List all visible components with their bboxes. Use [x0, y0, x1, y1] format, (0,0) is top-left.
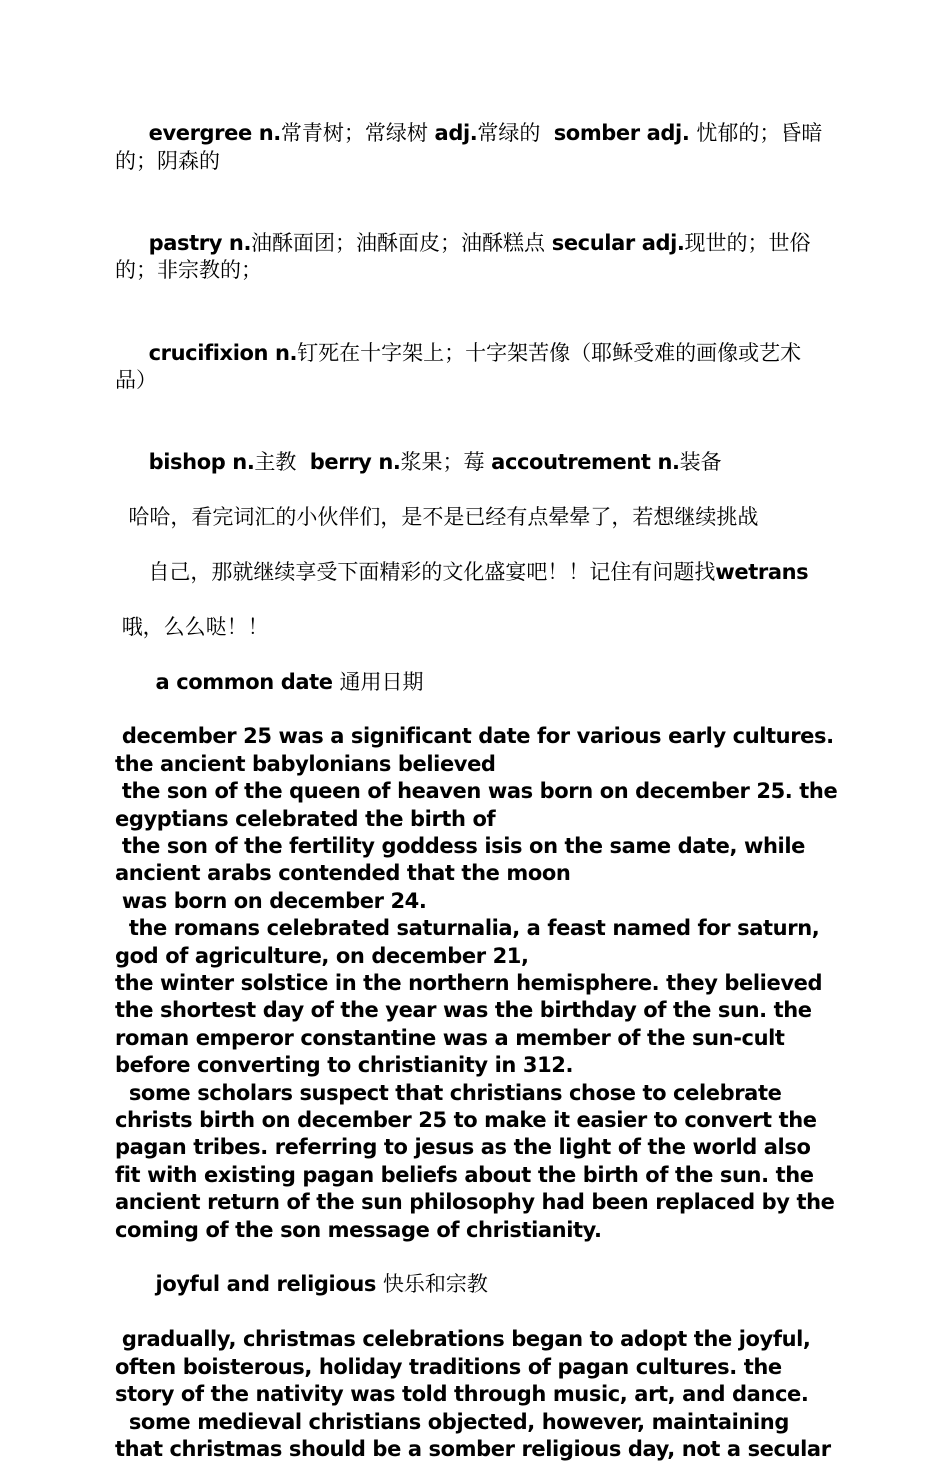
paragraph-line: the son of the fertility goddess isis on the same date, while ancient arabs contended that the moon [115, 833, 840, 888]
intro-text-zh: 自己，那就继续享受下面精彩的文化盛宴吧！！记住有问题找 [142, 560, 716, 584]
paragraph-line: the son of the queen of heaven was born on december 25. the egyptians celebrated the birth of [115, 778, 840, 833]
vocab-term: crucifixion n. [142, 341, 297, 365]
vocab-definition: 装备 [680, 450, 722, 474]
paragraph-line: was born on december 24. [115, 888, 840, 915]
vocab-definition: 主教 [254, 450, 309, 474]
paragraph-line: the romans celebrated saturnalia, a feast named for saturn, god of agriculture, on december 21, [115, 915, 840, 970]
vocab-definition: 浆果；莓 [400, 450, 491, 474]
section-heading-en: joyful and religious [142, 1272, 383, 1296]
vocab-definition: 钉死在十字架上；十字架苦像（耶稣受难的画像或艺术品） [115, 341, 801, 392]
vocab-definition: 常青树；常绿树 [281, 121, 435, 145]
paragraph-line: december 25 was a significant date for various early cultures. the ancient babylonians believed [115, 723, 840, 778]
paragraph-line: gradually, christmas celebrations began to adopt the joyful, often boisterous, holiday traditions of pagan cultures. the story of the nativity was told through music, art, and dance. [115, 1326, 840, 1408]
section-heading-en: a common date [142, 670, 340, 694]
intro-text: 哦，么么哒！！ [115, 614, 840, 641]
paragraph-line: some medieval christians objected, however, maintaining that christmas should be a somber religious day, not a secular [115, 1409, 840, 1463]
vocab-line [115, 312, 840, 422]
section-heading-zh: 通用日期 [340, 670, 424, 694]
vocab-term: accoutrement n. [491, 450, 679, 474]
vocab-term: somber adj. [554, 121, 697, 145]
paragraph-line: some scholars suspect that christians chose to celebrate christs birth on december 25 to make it easier to convert the pagan tribes. referring to jesus as the light of the world also fit with existing pagan beliefs about the birth of the sun. the ancient return of the sun philosophy had been replaced by the coming of the son message of christianity. [115, 1080, 840, 1244]
vocab-line [115, 93, 840, 203]
vocab-definition: 常绿的 [477, 121, 553, 145]
vocab-term: evergree n. [142, 121, 281, 145]
vocab-line [115, 422, 840, 504]
paragraph-line: the winter solstice in the northern hemisphere. they believed the shortest day of the year was the birthday of the sun. the roman emperor constantine was a member of the sun-cult before converting to christianity in 312. [115, 970, 840, 1080]
vocab-term: adj. [435, 121, 478, 145]
vocab-definition: 忧郁的；昏暗的；阴森的 [115, 121, 822, 172]
section-heading-zh: 快乐和宗教 [383, 1272, 488, 1296]
document-page [115, 93, 840, 1463]
intro-text: 哈哈，看完词汇的小伙伴们，是不是已经有点晕晕了，若想继续挑战 [115, 504, 840, 531]
intro-brand: wetrans [715, 560, 808, 584]
vocab-term: berry n. [310, 450, 401, 474]
intro-text [115, 532, 840, 614]
section-heading [115, 1244, 840, 1326]
vocab-term: pastry n. [142, 231, 251, 255]
section-heading [115, 641, 840, 723]
vocab-definition: 现世的；世俗的；非宗教的； [115, 231, 811, 282]
vocab-definition: 油酥面团；油酥面皮；油酥糕点 [251, 231, 552, 255]
vocab-term: secular adj. [552, 231, 685, 255]
vocab-line [115, 203, 840, 313]
vocab-term: bishop n. [142, 450, 255, 474]
